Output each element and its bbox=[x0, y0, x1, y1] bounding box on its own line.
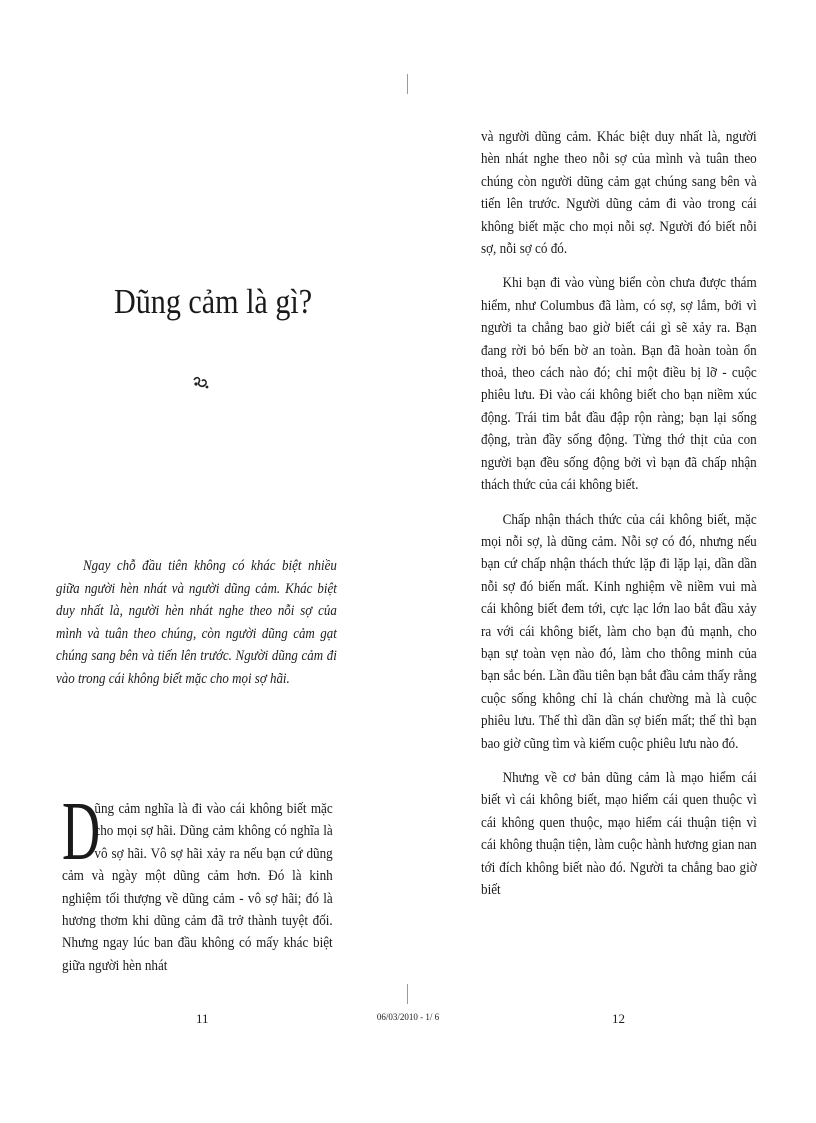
right-paragraph-3: Chấp nhận thách thức của cái không biết, mặc mọi nỗi sợ, là dũng cảm. Nỗi sợ có đó, nhưng nếu bạn cứ chấp nhận thách thức lặp đi lặp lại, dần dần nỗi sợ đó biến mất. Kinh nghiệm về niềm vui mà cái không biết đem tới, cực lạc lớn lao bắt đầu xảy ra với cái không biết, làm cho bạn đủ mạnh, cho bạn sự toàn vẹn nào đó, làm cho thông minh của bạn sắc bén. Lần đầu tiên bạn bắt đầu cảm thấy rằng cuộc sống không chỉ là chán chường mà là cuộc phiêu lưu. Thế thì dần dần sợ biến mất; thế thì bạn bao giờ cũng tìm và kiếm cuộc phiêu lưu nào đó. bbox=[481, 511, 757, 752]
right-paragraph-4: Nhưng về cơ bản dũng cảm là mạo hiểm cái biết vì cái không biết, mạo hiểm cái quen thuộc vì cái không quen thuộc, mạo hiểm cái thuận tiện vì cái không thuận tiện, làm cuộc hành hương gian nan tới đích không biết nào đó. Người ta chẳng bao giờ biết bbox=[481, 769, 757, 898]
drop-cap: D bbox=[62, 785, 101, 878]
center-divider-bottom bbox=[407, 984, 408, 1004]
right-paragraph-1: và người dũng cảm. Khác biệt duy nhất là, người hèn nhát nghe theo nỗi sợ của mình và tuân theo chúng còn người dũng cảm gạt chúng sang bên và tiến lên trước. Người dũng cảm đi vào trong cái không biết mặc cho mọi nỗi sợ. Người đó biết nỗi sợ, nỗi sợ có đó. bbox=[481, 129, 757, 258]
center-divider-top bbox=[407, 74, 408, 94]
left-body-column bbox=[62, 785, 333, 977]
right-paragraph-2: Khi bạn đi vào vùng biển còn chưa được thám hiểm, như Columbus đã làm, có sợ, sợ lắm, bởi vì người ta chẳng bao giờ biết cái gì sẽ xảy ra. Bạn đang rời bỏ bến bờ an toàn. Bạn đã hoàn toàn ổn thoả, theo cách nào đó; chỉ một điều bị lỡ - cuộc phiêu lưu. Đi vào cái không biết cho bạn niềm xúc động. Trái tim bắt đầu đập rộn ràng; bạn lại sống động, tràn đầy sống động. Từng thớ thịt của con người bạn đều sống động bởi vì bạn đã chấp nhận thách thức của cái không biết. bbox=[481, 275, 757, 494]
chapter-epigraph: Ngay chỗ đầu tiên không có khác biệt nhiều giữa người hèn nhát và người dũng cảm. Khác biệt duy nhất là, người hèn nhát nghe theo nỗi sợ của mình và tuân theo chúng, còn người dũng cảm gạt chúng sang bên và tiến lên trước. Người dũng cảm đi vào trong cái không biết mặc cho mọi sợ hãi. bbox=[56, 558, 337, 687]
chapter-title: Dũng cảm là gì? bbox=[114, 282, 313, 321]
page-number-left: 11 bbox=[196, 1011, 209, 1026]
left-body-text: ũng cảm nghĩa là đi vào cái không biết mặc cho mọi sợ hãi. Dũng cảm không có nghĩa là vô sợ hãi. Vô sợ hãi xảy ra nếu bạn cứ dũng cảm và ngày một dũng cảm hơn. Đó là kinh nghiệm tối thượng về dũng cảm - vô sợ hãi; đó là hương thơm khi dũng cảm đã trở thành tuyệt đối. Nhưng ngay lúc ban đầu không có mấy khác biệt giữa người hèn nhát bbox=[62, 801, 333, 974]
ornament-icon bbox=[192, 376, 210, 395]
print-date-stamp: 06/03/2010 - 1/ 6 bbox=[376, 1012, 440, 1022]
page-number-right: 12 bbox=[612, 1011, 625, 1026]
right-body-column bbox=[481, 126, 757, 901]
left-body-paragraph bbox=[62, 785, 333, 977]
